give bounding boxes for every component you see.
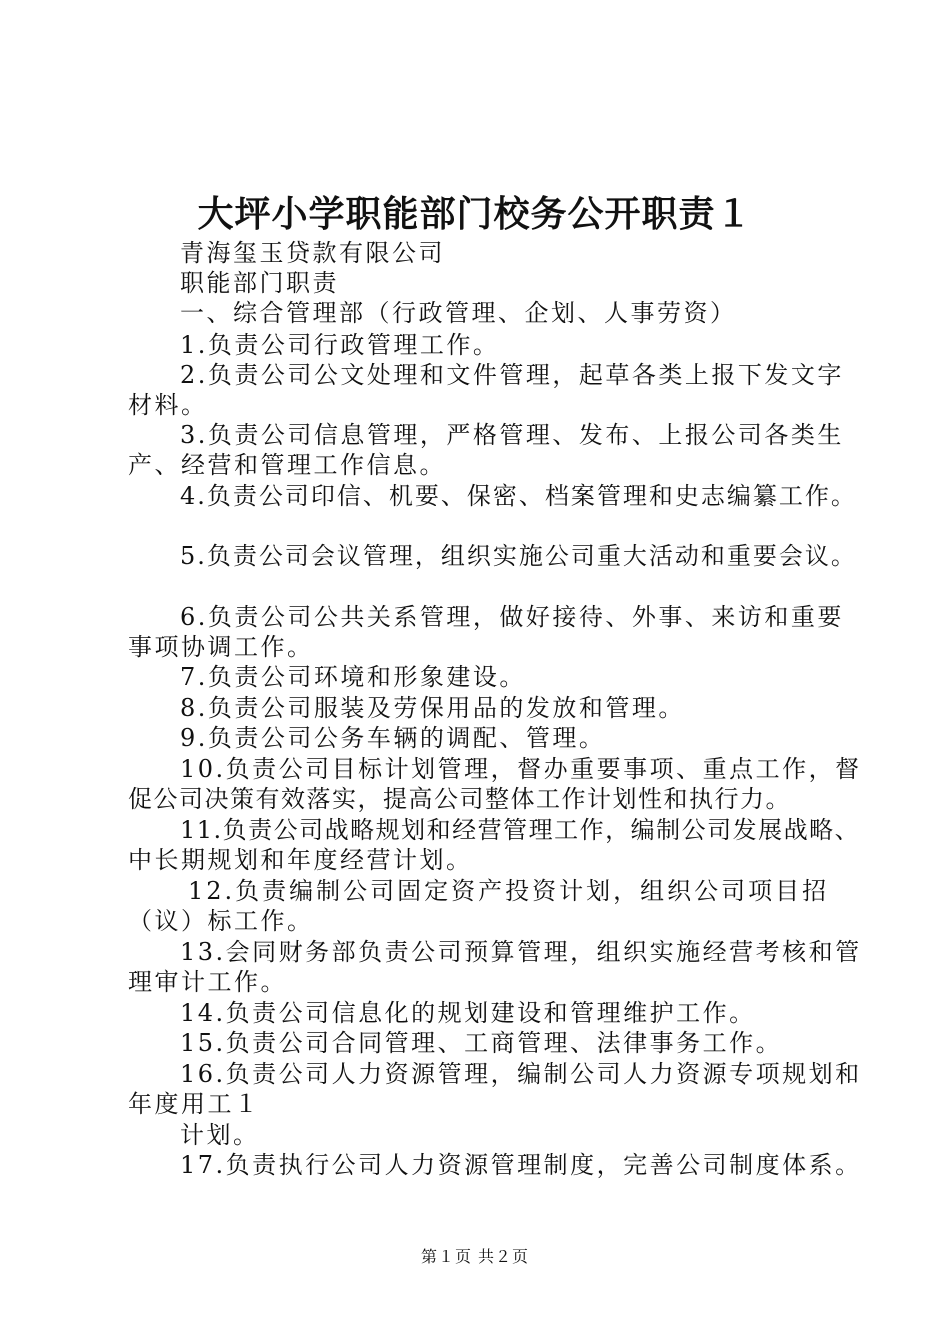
duty-item: 2.负责公司公文处理和文件管理，起草各类上报下发文字 bbox=[180, 361, 844, 389]
duty-item: 11.负责公司战略规划和经营管理工作，编制公司发展战略、 bbox=[180, 816, 861, 844]
duty-item-continuation: 事项协调工作。 bbox=[128, 633, 314, 661]
department-heading: 一、综合管理部（行政管理、企划、人事劳资） bbox=[180, 299, 737, 327]
duty-item: 10.负责公司目标计划管理，督办重要事项、重点工作，督 bbox=[180, 755, 862, 783]
duty-item-continuation: 产、经营和管理工作信息。 bbox=[128, 451, 446, 479]
duty-item: 3.负责公司信息管理，严格管理、发布、上报公司各类生 bbox=[180, 421, 844, 449]
duty-item: 9.负责公司公务车辆的调配、管理。 bbox=[180, 724, 606, 752]
duty-item: 15.负责公司合同管理、工商管理、法律事务工作。 bbox=[180, 1029, 783, 1057]
duty-item: 8.负责公司服装及劳保用品的发放和管理。 bbox=[180, 694, 685, 722]
duty-item-continuation: 理审计工作。 bbox=[128, 968, 287, 996]
duty-item-continuation: （议）标工作。 bbox=[128, 907, 314, 935]
duty-item-continuation: 中长期规划和年度经营计划。 bbox=[128, 846, 473, 874]
duty-item: 14.负责公司信息化的规划建设和管理维护工作。 bbox=[180, 999, 756, 1027]
duty-item: 16.负责公司人力资源管理，编制公司人力资源专项规划和 bbox=[180, 1060, 862, 1088]
duty-item: 13.会同财务部负责公司预算管理，组织实施经营考核和管 bbox=[180, 938, 862, 966]
duty-item: 4.负责公司印信、机要、保密、档案管理和史志编纂工作。 bbox=[180, 482, 857, 510]
duty-item-continuation: 材料。 bbox=[128, 391, 208, 419]
duty-item-continuation: 计划。 bbox=[180, 1121, 260, 1149]
document-title: 大坪小学职能部门校务公开职责１ bbox=[197, 193, 753, 235]
duty-item: 7.负责公司环境和形象建设。 bbox=[180, 663, 526, 691]
duty-item-continuation: 年度用工１ bbox=[128, 1090, 261, 1118]
page-footer: 第１页 共２页 bbox=[420, 1247, 530, 1266]
duty-item: 12.负责编制公司固定资产投资计划，组织公司项目招 bbox=[188, 877, 830, 905]
duty-item: 1.负责公司行政管理工作。 bbox=[180, 331, 500, 359]
duty-item: 6.负责公司公共关系管理，做好接待、外事、来访和重要 bbox=[180, 603, 844, 631]
duty-item-continuation: 促公司决策有效落实，提高公司整体工作计划性和执行力。 bbox=[128, 785, 791, 813]
duty-item: 5.负责公司会议管理，组织实施公司重大活动和重要会议。 bbox=[180, 542, 857, 570]
section-heading: 职能部门职责 bbox=[180, 269, 339, 297]
duty-item: 17.负责执行公司人力资源管理制度，完善公司制度体系。 bbox=[180, 1151, 862, 1179]
company-name: 青海玺玉贷款有限公司 bbox=[180, 239, 445, 267]
